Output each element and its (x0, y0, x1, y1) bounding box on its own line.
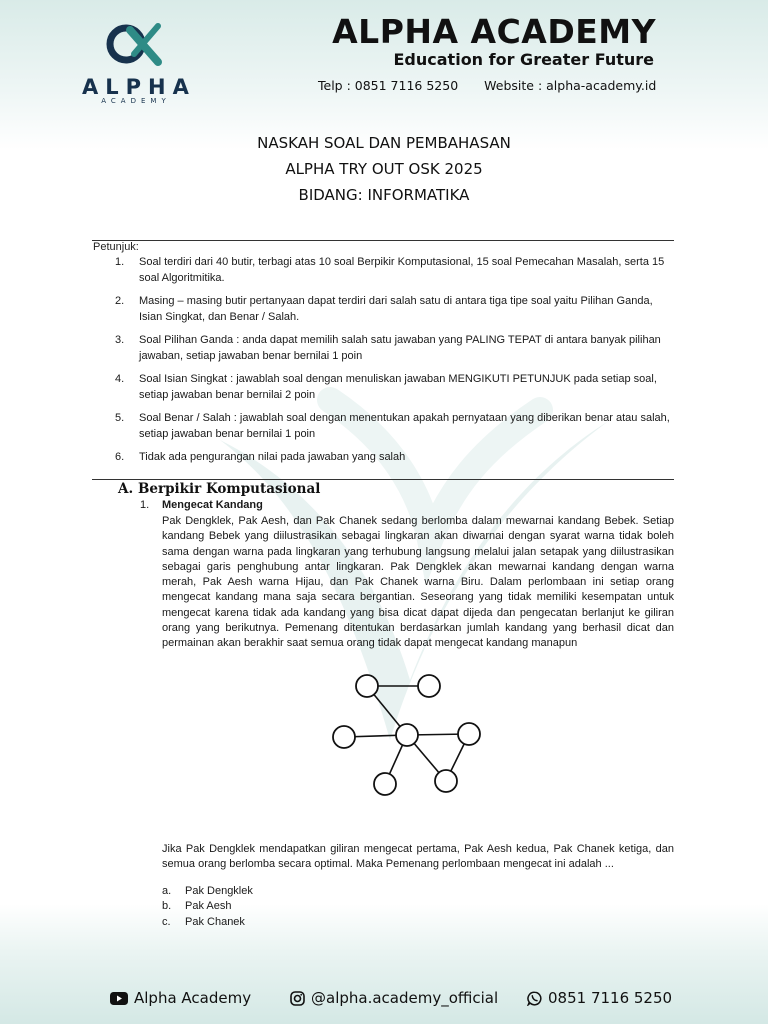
instruction-number: 3. (115, 334, 125, 346)
option-text: Pak Chanek (185, 915, 245, 928)
footer-whatsapp-label: 0851 7116 5250 (548, 989, 673, 1007)
instagram-icon (290, 991, 305, 1006)
youtube-icon (110, 992, 128, 1005)
logo-subtext: ACADEMY (101, 97, 171, 105)
instruction-text: Masing – masing butir pertanyaan dapat terdiri dari salah satu di antara tiga tipe soal yaitu Pilihan Ganda, Isian Singkat, dan Benar / Salah. (139, 295, 653, 323)
instruction-text: Soal terdiri dari 40 butir, terbagi atas 10 soal Berpikir Komputasional, 15 soal Pemecahan Masalah, serta 15 soal Algoritmitika. (139, 256, 665, 284)
kandang-graph-diagram (325, 668, 490, 803)
section-title: Berpikir Komputasional (138, 481, 321, 497)
instruction-text: Soal Isian Singkat : jawablah soal dengan menuliskan jawaban MENGIKUTI PETUNJUK pada setiap soal, setiap jawaban benar bernilai 2 poin (139, 373, 657, 401)
instruction-item (93, 255, 675, 286)
section-letter: A. (118, 481, 134, 497)
instruction-item (93, 450, 675, 466)
brand-name: ALPHA ACADEMY (332, 12, 656, 51)
instructions-label: Petunjuk: (93, 241, 139, 253)
option-text: Pak Aesh (185, 900, 232, 913)
alpha-logo-icon (100, 20, 168, 68)
instruction-number: 1. (115, 256, 125, 268)
question-body: Pak Dengklek, Pak Aesh, dan Pak Chanek sedang berlomba dalam mewarnai kandang Bebek. Setiap kandang Bebek yang diilustrasikan sebagai lingkaran akan diwarnai dengan syarat warna tidak boleh sama dengan warna pada lingkaran yang terhubung langsung melalui jalan setapak yang diilustrasikan sebagai garis penghubung antar lingkaran. Pak Dengklek akan mewarnai kandang dengan warna merah, Pak Aesh warna Hijau, dan Pak Chanek warna Biru. Dalam perlombaan ini setiap orang mengecat kandang mana saja secara bergantian. Seseorang yang tidak memiliki kesempatan untuk mengecat karena tidak ada kandang yang bisa dicat dapat dijeda dan pengecatan berlanjut ke giliran orang yang berikutnya. Pemenang ditentukan berdasarkan jumlah kandang yang berhasil dicat dan permainan akan berakhir saat semua orang tidak dapat mengecat kandang manapun (162, 515, 674, 650)
question-heading (140, 499, 263, 511)
footer-whatsapp[interactable] (527, 989, 672, 1007)
footer-instagram-label: @alpha.academy_official (311, 989, 499, 1007)
footer-instagram[interactable] (290, 989, 498, 1007)
option-text: Pak Dengklek (185, 885, 253, 897)
graph-node (374, 773, 396, 795)
alpha-logo (76, 20, 196, 105)
graph-node (356, 675, 378, 697)
instruction-item (93, 294, 675, 325)
question-number: 1. (140, 499, 150, 511)
instructions-list (93, 255, 675, 474)
document-title (0, 130, 768, 208)
option-letter: b. (162, 900, 172, 913)
instruction-item (93, 372, 675, 403)
graph-node (333, 726, 355, 748)
title-line-1: NASKAH SOAL DAN PEMBAHASAN (257, 134, 511, 152)
option-letter: a. (162, 885, 172, 897)
whatsapp-icon (527, 991, 542, 1006)
brand-contact (318, 78, 656, 93)
instruction-number: 6. (115, 451, 125, 463)
option-letter: c. (162, 915, 171, 928)
graph-node (418, 675, 440, 697)
title-line-2: ALPHA TRY OUT OSK 2025 (285, 160, 483, 178)
question-prompt: Jika Pak Dengklek mendapatkan giliran mengecat pertama, Pak Aesh kedua, Pak Chanek ketiga, dan semua orang berlomba secara optimal. Maka Pemenang perlombaan mengecat ini adalah ... (162, 843, 674, 871)
instruction-number: 4. (115, 373, 125, 385)
footer-youtube-label: Alpha Academy (134, 989, 252, 1007)
answer-option-b[interactable] (162, 899, 253, 914)
answer-option-a[interactable] (162, 884, 253, 899)
title-line-3: BIDANG: INFORMATIKA (298, 186, 470, 204)
instruction-text: Tidak ada pengurangan nilai pada jawaban yang salah (139, 451, 406, 463)
instruction-item (93, 333, 675, 364)
header-phone: Telp : 0851 7116 5250 (318, 78, 459, 93)
graph-node (435, 770, 457, 792)
section-heading (118, 481, 320, 497)
brand-tagline: Education for Greater Future (393, 50, 654, 69)
divider-top (92, 240, 674, 241)
instruction-number: 5. (115, 412, 125, 424)
logo-wordmark: ALPHA (82, 75, 196, 99)
question-title: Mengecat Kandang (162, 499, 263, 511)
footer-youtube[interactable] (110, 989, 251, 1007)
answer-option-c[interactable] (162, 915, 253, 930)
answer-options (162, 884, 253, 930)
divider-section (92, 479, 674, 480)
instruction-number: 2. (115, 295, 125, 307)
graph-node (396, 724, 418, 746)
instruction-text: Soal Pilihan Ganda : anda dapat memilih salah satu jawaban yang PALING TEPAT di antara banyak pilihan jawaban, setiap jawaban benar bernilai 1 poin (139, 334, 661, 362)
instruction-text: Soal Benar / Salah : jawablah soal dengan menentukan apakah pernyataan yang diberikan benar atau salah, setiap jawaban benar bernilai 1 poin (139, 412, 670, 440)
graph-node (458, 723, 480, 745)
header-website: Website : alpha-academy.id (484, 78, 657, 93)
instruction-item (93, 411, 675, 442)
